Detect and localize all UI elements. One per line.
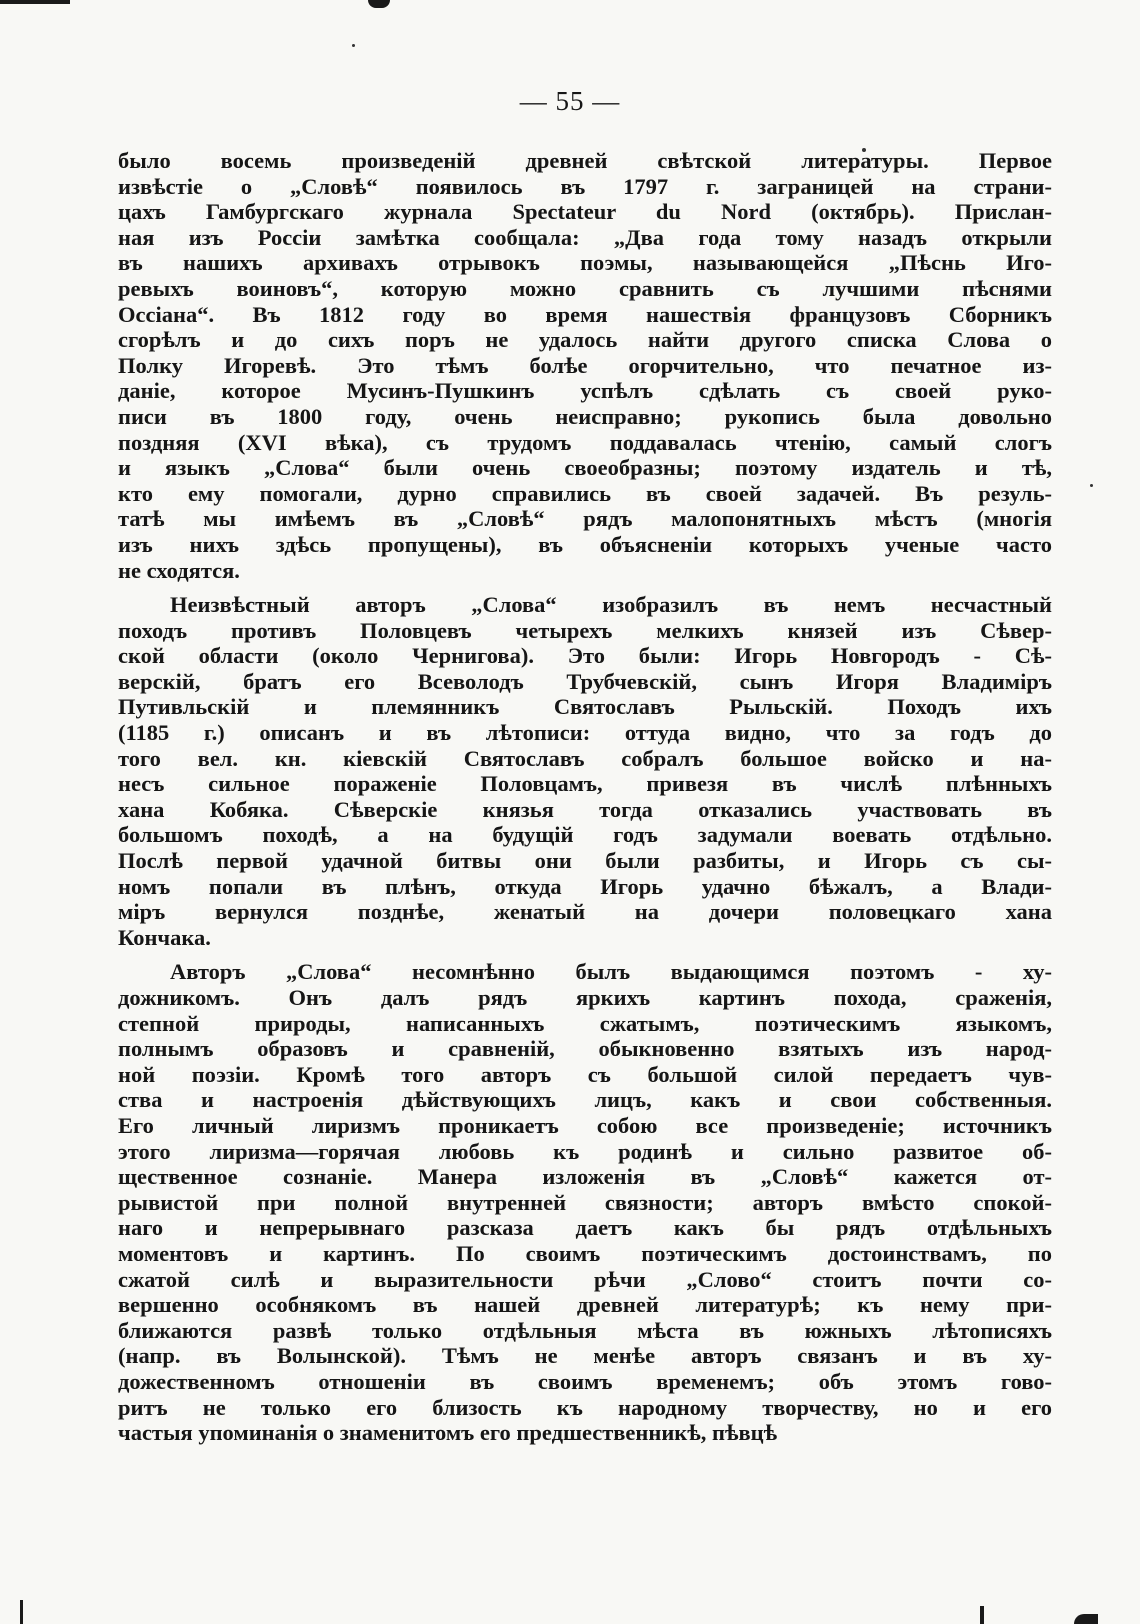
scan-edge-mark [1074, 1614, 1098, 1624]
text-line: даніе, которое Мусинъ-Пушкинъ успѣлъ сдѣлать съ своей руко- [118, 378, 1052, 404]
body-text [118, 148, 1052, 1446]
text-line: ная изъ Россіи замѣтка сообщала: „Два года тому назадъ открыли [118, 224, 1052, 250]
text-line: ной поэзіи. Кромѣ того авторъ съ большой силой передаетъ чув- [118, 1061, 1052, 1087]
text-line: хана Кобяка. Сѣверскіе князья тогда отказались участвовать въ [118, 796, 1052, 822]
scan-speck [1090, 484, 1093, 487]
text-line: рывистой при полной внутренней связности; авторъ вмѣсто спокой- [118, 1189, 1052, 1215]
paragraph [118, 148, 1052, 583]
scan-edge-mark [368, 0, 390, 8]
text-line: Послѣ первой удачной битвы они были разбиты, и Игорь съ сы- [118, 848, 1052, 874]
paragraph [118, 959, 1052, 1445]
text-line: Путивльскій и племянникъ Святославъ Рыльскій. Походъ ихъ [118, 694, 1052, 720]
text-line: наго и непрерывнаго разсказа даетъ какъ бы рядъ отдѣльныхъ [118, 1215, 1052, 1241]
text-line: Авторъ „Слова“ несомнѣнно былъ выдающимся поэтомъ - ху- [170, 959, 1052, 985]
text-line: полнымъ образовъ и сравненій, обыкновенно взятыхъ изъ народ- [118, 1036, 1052, 1062]
text-line: сжатой силѣ и выразительности рѣчи „Слово“ стоитъ почти со- [118, 1266, 1052, 1292]
text-line: (1185 г.) описанъ и въ лѣтописи: оттуда видно, что за годъ до [118, 720, 1052, 746]
text-line: Полку Игоревѣ. Это тѣмъ болѣе огорчительно, что печатное из- [118, 352, 1052, 378]
text-line: (напр. въ Волынской). Тѣмъ не менѣе авторъ связанъ и въ ху- [118, 1343, 1052, 1369]
text-line: номъ попали въ плѣнъ, откуда Игорь удачно бѣжалъ, а Влади- [118, 873, 1052, 899]
text-line: дожественномъ отношеніи въ своимъ временемъ; объ этомъ гово- [118, 1368, 1052, 1394]
text-line: большомъ походѣ, а на будущій годъ задумали воевать отдѣльно. [118, 822, 1052, 848]
text-line: писи въ 1800 году, очень неисправно; рукопись была довольно [118, 403, 1052, 429]
text-line: Его личный лиризмъ проникаетъ собою все произведеніе; источникъ [118, 1112, 1052, 1138]
text-line: изъ нихъ здѣсь пропущены), въ объясненіи которыхъ ученые часто [118, 531, 1052, 557]
scan-edge-mark [0, 0, 70, 4]
text-line: ревыхъ воиновъ“, которую можно сравнить съ лучшими пѣснями [118, 275, 1052, 301]
scan-edge-mark [20, 1600, 23, 1624]
text-line: міръ вернулся позднѣе, женатый на дочери половецкаго хана [118, 899, 1052, 925]
paragraph [118, 592, 1052, 950]
text-line: поздняя (XVI вѣка), съ трудомъ поддавалась чтенію, самый слогъ [118, 429, 1052, 455]
text-line: походъ противъ Половцевъ четырехъ мелкихъ князей изъ Сѣвер- [118, 617, 1052, 643]
text-line: ской области (около Чернигова). Это были: Игорь Новгородъ - Сѣ- [118, 643, 1052, 669]
text-line: кто ему помогали, дурно справились въ своей задачей. Въ резуль- [118, 480, 1052, 506]
text-line: цахъ Гамбургскаго журнала Spectateur du Nord (октябрь). Прислан- [118, 199, 1052, 225]
text-line: этого лиризма—горячая любовь къ родинѣ и сильно развитое об- [118, 1138, 1052, 1164]
text-line: несъ сильное пораженіе Половцамъ, привезя въ числѣ плѣнныхъ [118, 771, 1052, 797]
text-line: Оссіана“. Въ 1812 году во время нашествія французовъ Сборникъ [118, 301, 1052, 327]
text-line: того вел. кн. кіевскій Святославъ собралъ большое войско и на- [118, 745, 1052, 771]
text-line: моментовъ и картинъ. По своимъ поэтическимъ достоинствамъ, по [118, 1240, 1052, 1266]
scan-speck [352, 44, 355, 47]
text-line: дожникомъ. Онъ далъ рядъ яркихъ картинъ похода, сраженія, [118, 985, 1052, 1010]
text-line: въ нашихъ архивахъ отрывокъ поэмы, называющейся „Пѣснь Иго- [118, 250, 1052, 276]
text-line: не сходятся. [118, 557, 240, 583]
text-line: извѣстіе о „Словѣ“ появилось въ 1797 г. заграницей на страни- [118, 173, 1052, 199]
text-line: степной природы, написанныхъ сжатымъ, поэтическимъ языкомъ, [118, 1010, 1052, 1036]
text-line: ритъ не только его близость къ народному творчеству, но и его [118, 1394, 1052, 1420]
text-line: щественное сознаніе. Манера изложенія въ „Словѣ“ кажется от- [118, 1164, 1052, 1190]
text-line: было восемь произведеній древней свѣтской литературы. Первое [118, 148, 1052, 173]
text-line: Неизвѣстный авторъ „Слова“ изобразилъ въ немъ несчастный [170, 592, 1052, 618]
text-line: ства и настроенія дѣйствующихъ лицъ, какъ и свои собственныя. [118, 1087, 1052, 1113]
scan-edge-mark [980, 1606, 984, 1624]
text-line: татѣ мы имѣемъ въ „Словѣ“ рядъ малопонятныхъ мѣстъ (многія [118, 506, 1052, 532]
text-line: и языкъ „Слова“ были очень своеобразны; поэтому издатель и тѣ, [118, 455, 1052, 481]
text-line: ближаются развѣ только отдѣльныя мѣста въ южныхъ лѣтописяхъ [118, 1317, 1052, 1343]
page-number: — 55 — [519, 86, 621, 116]
text-line: верскій, братъ его Всеволодъ Трубчевскій, сынъ Игоря Владиміръ [118, 668, 1052, 694]
text-line: Кончака. [118, 924, 211, 950]
text-line: частыя упоминанія о знаменитомъ его предшественникѣ, пѣвцѣ [118, 1420, 778, 1446]
text-line: вершенно особнякомъ въ нашей древней литературѣ; къ нему при- [118, 1292, 1052, 1318]
text-line: сгорѣлъ и до сихъ поръ не удалось найти другого списка Слова о [118, 327, 1052, 353]
